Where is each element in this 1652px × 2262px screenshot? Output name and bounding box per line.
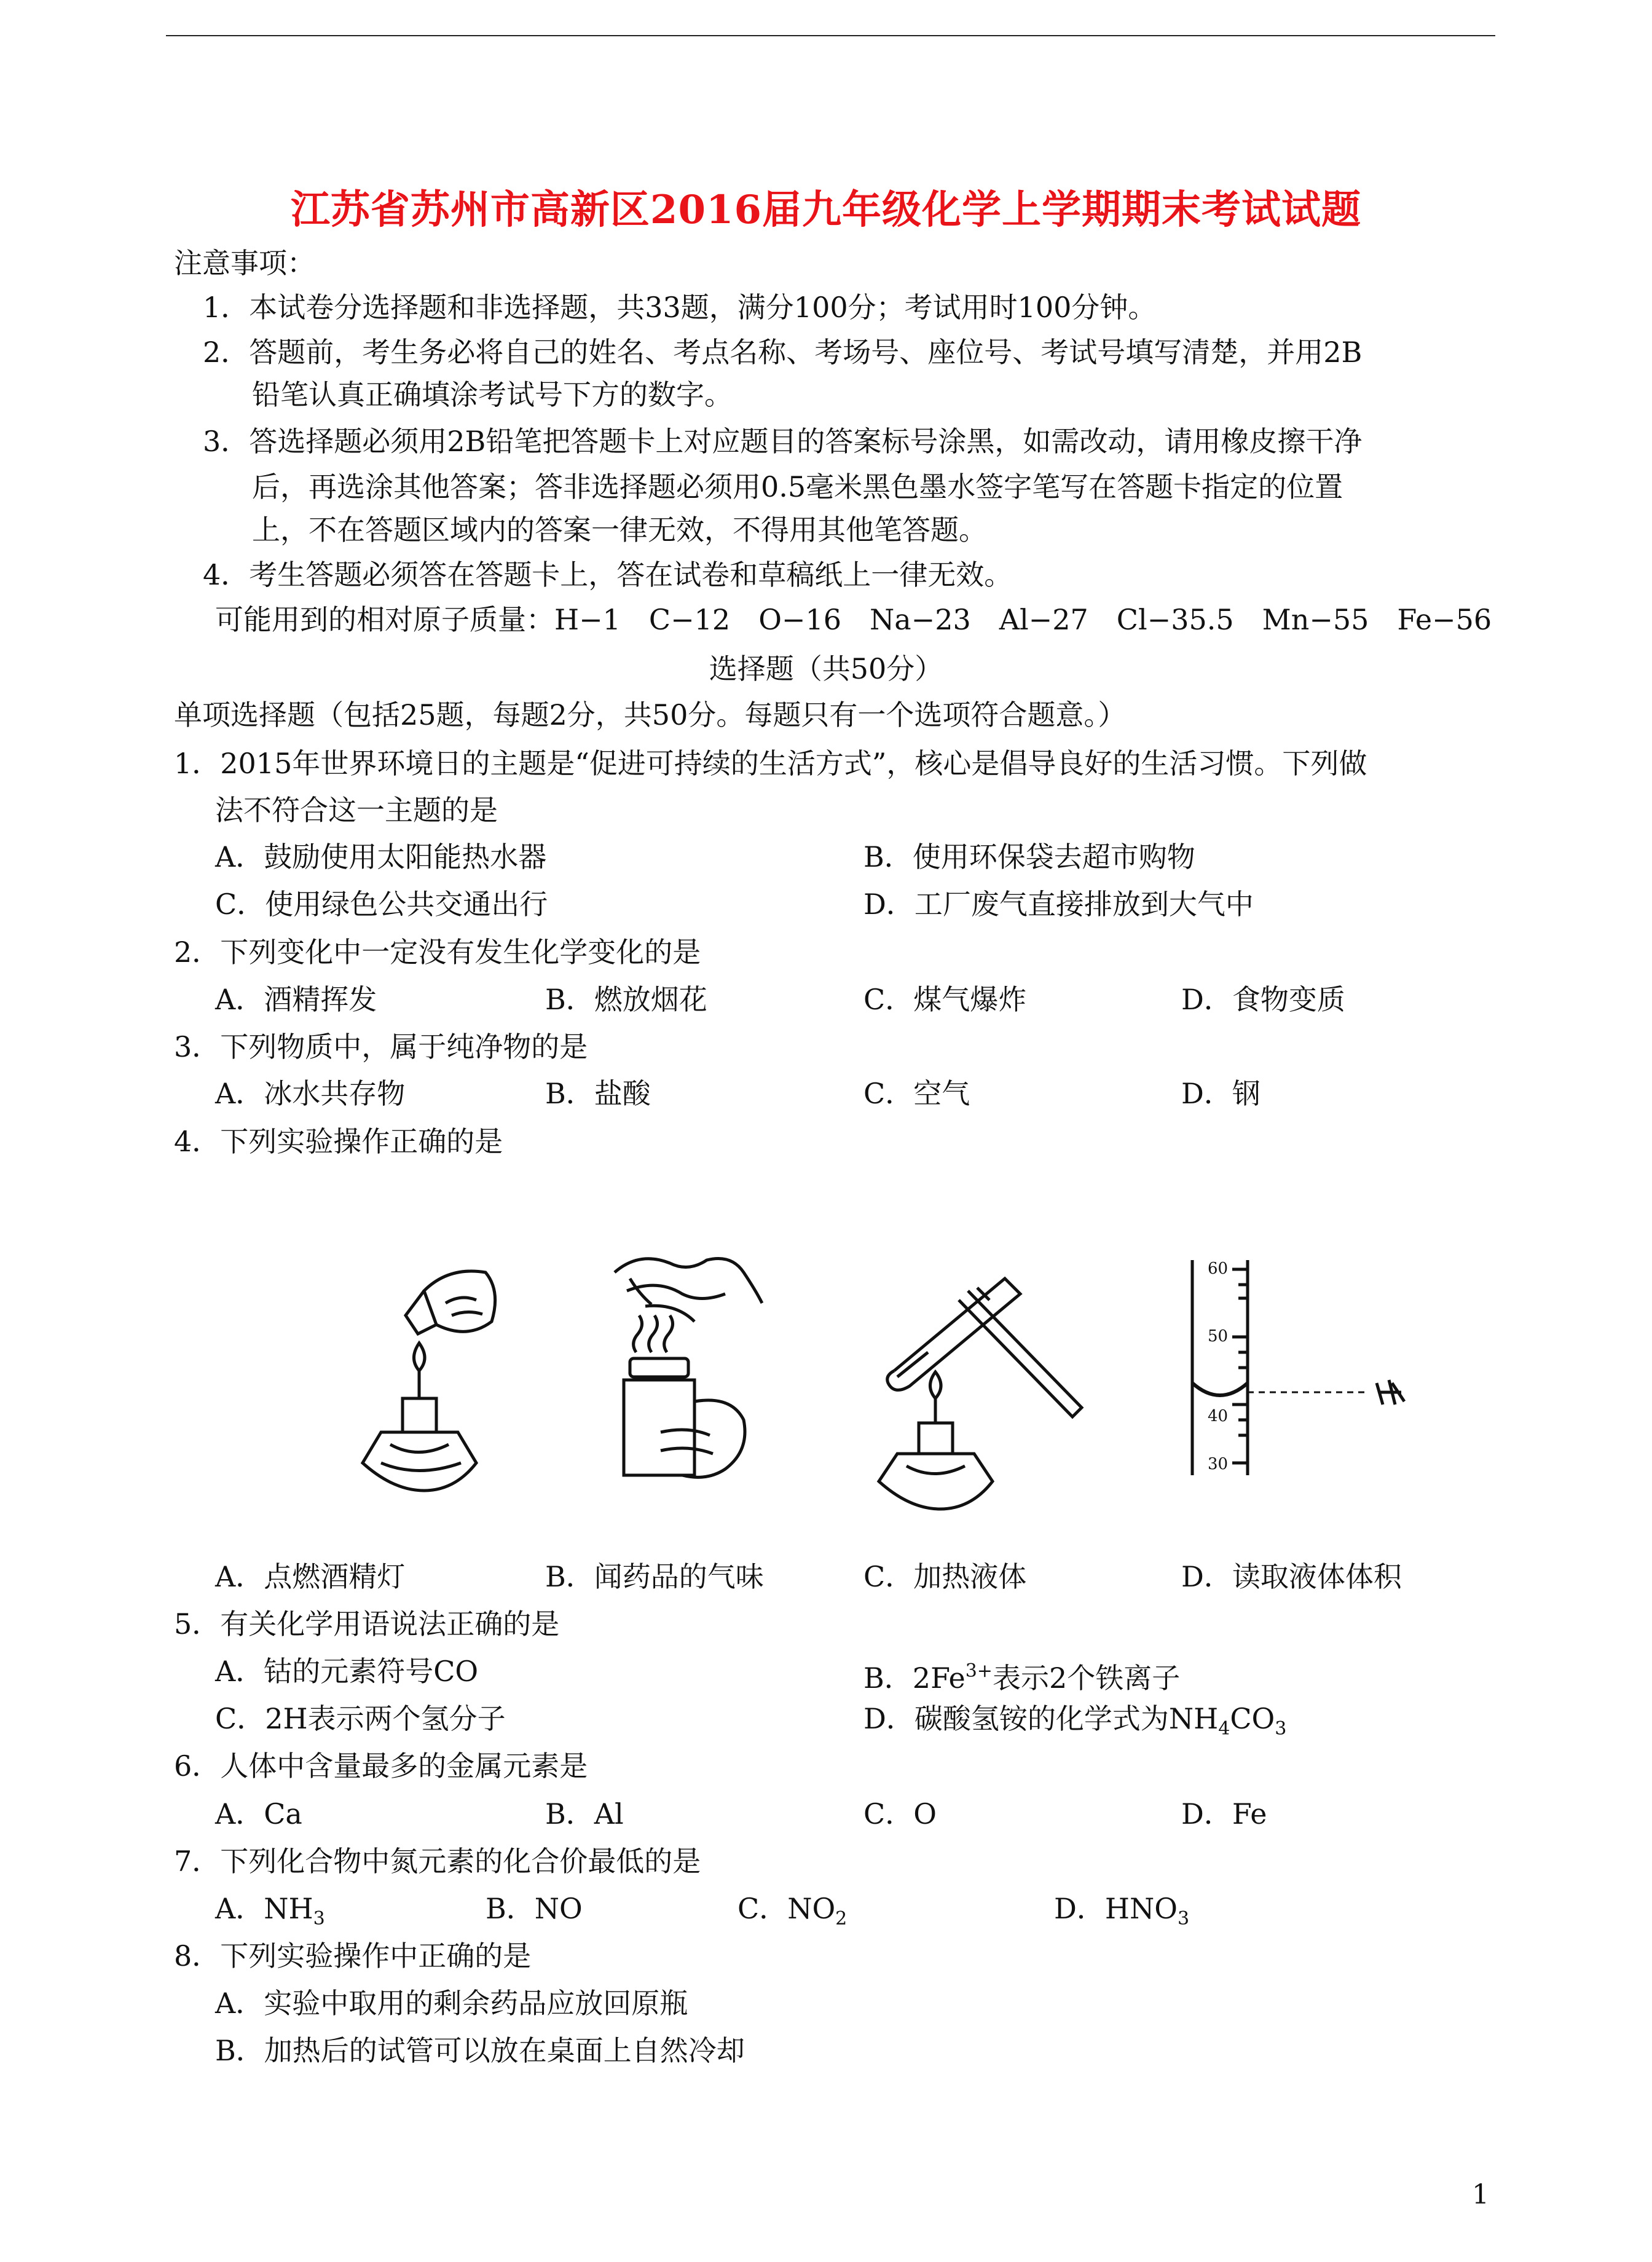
q4-option-d: D．读取液体体积 bbox=[1181, 1560, 1402, 1593]
notice-item-2-cont: 铅笔认真正确填涂考试号下方的数字。 bbox=[252, 378, 733, 411]
q3-option-a: A．冰水共存物 bbox=[215, 1077, 406, 1110]
q5-option-a: A．钴的元素符号CO bbox=[215, 1655, 479, 1688]
page-number: 1 bbox=[1472, 2179, 1489, 2210]
q7-option-b: B．NO bbox=[486, 1892, 583, 1925]
q3-option-c: C．空气 bbox=[863, 1077, 970, 1110]
q4-option-c: C．加热液体 bbox=[863, 1560, 1027, 1593]
q7-option-d: D．$HNO_3$ bbox=[1054, 1892, 1190, 1929]
q1-option-b: B．使用环保袋去超市购物 bbox=[863, 840, 1195, 873]
section-title: 选择题（共50分） bbox=[709, 652, 943, 685]
notice-item-3: 3．答选择题必须用2B铅笔把答题卡上对应题目的答案标号涂黑，如需改动，请用橡皮擦干净 bbox=[203, 425, 1363, 458]
q6-option-d: D．Fe bbox=[1181, 1797, 1267, 1830]
q1-stem: 1．2015年世界环境日的主题是“促进可持续的生活方式”，核心是倡导良好的生活习惯。下列做 bbox=[174, 747, 1367, 780]
q8-option-a: A．实验中取用的剩余药品应放回原瓶 bbox=[215, 1987, 688, 2020]
notice-item-2: 2．答题前，考生务必将自己的姓名、考点名称、考场号、座位号、考试号填写清楚，并用2B bbox=[203, 336, 1363, 369]
q2-option-c: C．煤气爆炸 bbox=[863, 983, 1027, 1016]
fig-lighting-alcohol-lamp bbox=[344, 1248, 504, 1506]
fig-heating-liquid bbox=[860, 1266, 1094, 1512]
q4-option-b: B．闻药品的气味 bbox=[545, 1560, 764, 1593]
q1-option-c: C．使用绿色公共交通出行 bbox=[215, 888, 548, 921]
q2-option-d: D．食物变质 bbox=[1181, 983, 1345, 1016]
q6-option-c: C．O bbox=[863, 1797, 937, 1830]
q6-stem: 6．人体中含量最多的金属元素是 bbox=[174, 1749, 588, 1783]
q8-stem: 8．下列实验操作中正确的是 bbox=[174, 1939, 532, 1972]
q4-option-a: A．点燃酒精灯 bbox=[215, 1560, 406, 1593]
q7-stem: 7．下列化合物中氮元素的化合价最低的是 bbox=[174, 1845, 701, 1878]
notice-item-4: 4．考生答题必须答在答题卡上，答在试卷和草稿纸上一律无效。 bbox=[203, 558, 1013, 591]
notice-heading: 注意事项： bbox=[174, 246, 315, 280]
q3-stem: 3．下列物质中，属于纯净物的是 bbox=[174, 1030, 588, 1063]
cylinder-tick-50: 50 bbox=[1208, 1327, 1229, 1346]
atomic-masses: 可能用到的相对原子质量：H−1 C−12 O−16 Na−23 Al−27 Cl−35.5 Mn−55 Fe−56 bbox=[215, 603, 1492, 636]
q3-option-b: B．盐酸 bbox=[545, 1077, 651, 1110]
q6-option-b: B．Al bbox=[545, 1797, 624, 1830]
cylinder-tick-30: 30 bbox=[1208, 1455, 1229, 1473]
notice-item-1: 1．本试卷分选择题和非选择题，共33题，满分100分；考试用时100分钟。 bbox=[203, 291, 1157, 324]
notice-item-3-cont1: 后，再选涂其他答案；答非选择题必须用0.5毫米黑色墨水签字笔写在答题卡指定的位置 bbox=[252, 470, 1343, 503]
q7-option-a: A．$NH_3$ bbox=[215, 1892, 325, 1929]
notice-item-3-cont2: 上，不在答题区域内的答案一律无效，不得用其他笔答题。 bbox=[252, 513, 987, 546]
q7-option-c: C．$NO_2$ bbox=[738, 1892, 848, 1929]
q2-option-b: B．燃放烟花 bbox=[545, 983, 707, 1016]
fig-smelling-chemical bbox=[602, 1248, 781, 1494]
cylinder-tick-40: 40 bbox=[1208, 1407, 1229, 1425]
q6-option-a: A．Ca bbox=[215, 1797, 302, 1830]
q1-stem-cont: 法不符合这一主题的是 bbox=[215, 794, 498, 827]
q1-option-d: D．工厂废气直接排放到大气中 bbox=[863, 888, 1254, 921]
cylinder-tick-60: 60 bbox=[1208, 1259, 1229, 1278]
q5-option-d: D．碳酸氢铵的化学式为$NH_4CO_3$ bbox=[863, 1702, 1287, 1740]
q2-stem: 2．下列变化中一定没有发生化学变化的是 bbox=[174, 936, 701, 969]
q5-stem: 5．有关化学用语说法正确的是 bbox=[174, 1607, 560, 1641]
q5-option-c: C．2H表示两个氢分子 bbox=[215, 1702, 506, 1735]
page-title: 江苏省苏州市高新区2016届九年级化学上学期期末考试试题 bbox=[290, 187, 1362, 233]
q3-option-d: D．钢 bbox=[1181, 1077, 1261, 1110]
header-rule bbox=[166, 35, 1495, 36]
fig-reading-cylinder bbox=[1180, 1260, 1438, 1481]
section-intro: 单项选择题（包括25题，每题2分，共50分。每题只有一个选项符合题意。） bbox=[174, 698, 1127, 731]
q8-option-b: B．加热后的试管可以放在桌面上自然冷却 bbox=[215, 2034, 745, 2067]
q4-stem: 4．下列实验操作正确的是 bbox=[174, 1125, 503, 1158]
q2-option-a: A．酒精挥发 bbox=[215, 983, 377, 1016]
q5-option-b: B．$2Fe^{3+}$表示2个铁离子 bbox=[863, 1660, 1181, 1695]
q1-option-a: A．鼓励使用太阳能热水器 bbox=[215, 840, 547, 873]
